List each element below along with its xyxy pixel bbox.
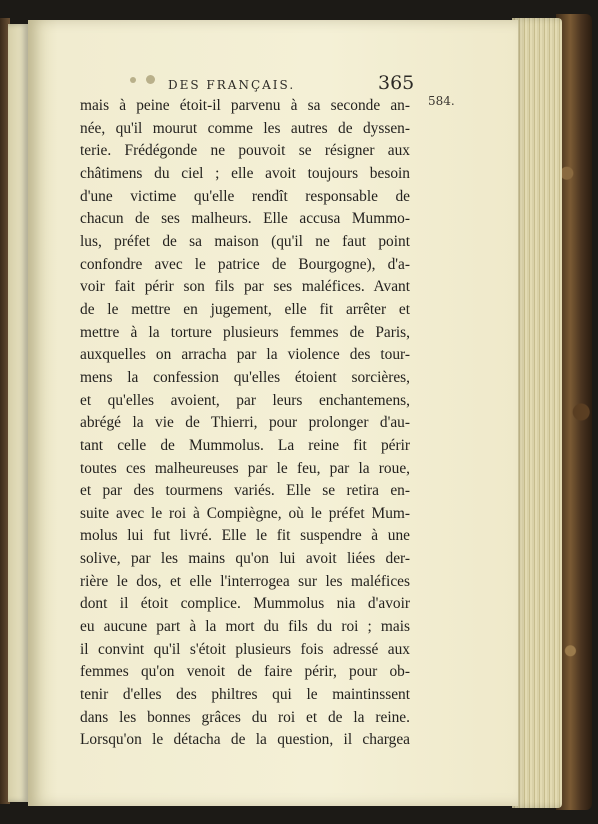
page-block-edge [512,18,562,808]
text-line: lus, préfet de sa maison (qu'il ne faut point [80,232,410,250]
text-line: auxquelles on arracha par la violence des tour- [80,346,410,364]
text-line: châtimens du ciel ; elle avoit toujours besoin [80,164,410,182]
text-line: rière le dos, et elle l'interrogea sur les maléfices [80,572,410,590]
foxing-spots [130,75,170,87]
text-line: tant celle de Mummolus. La reine fit périr [80,436,410,454]
text-line: femmes qu'on venoit de faire périr, pour ob- [80,663,410,681]
text-line: terie. Frédégonde ne pouvoit se résigner aux [80,142,410,160]
text-line: chacun de ses malheurs. Elle accusa Mummo- [80,210,410,228]
text-line: mais à peine étoit-il parvenu à sa seconde an- [80,97,410,114]
text-line: mettre à la torture plusieurs femmes de Paris, [80,323,410,341]
text-line: suite avec le roi à Compiègne, où le préfet Mum- [80,504,410,522]
text-line: et par des tourmens variés. Elle se retira en- [80,482,410,500]
text-line: tenir d'elles des philtres qui le maintinssent [80,686,410,704]
margin-year-note: 584. [428,94,455,108]
text-line: confondre avec le patrice de Bourgogne), d'a- [80,255,410,273]
text-line: dont il étoit complice. Mummolus nia d'avoir [80,595,410,613]
text-line: il convint qu'il s'étoit plusieurs fois adressé aux [80,640,410,658]
text-line: voir fait périr son fils par ses maléfices. Avant [80,278,410,296]
text-line: d'une victime qu'elle rendît responsable de [80,187,410,205]
text-line: toutes ces malheureuses par le feu, par la roue, [80,459,410,477]
text-line: née, qu'il mourut comme les autres de dyssen- [80,119,410,137]
text-line: molus lui fut livré. Elle le fit suspendre à une [80,527,410,545]
text-line: solive, par les mains qu'on lui avoit liées der- [80,550,410,568]
text-line: et qu'elles avoient, par leurs enchantemens, [80,391,410,409]
text-line: Lorsqu'on le détacha de la question, il chargea [80,731,410,749]
text-line: de le mettre en jugement, elle fit arrêter et [80,300,410,318]
running-head: DES FRANÇAIS. [168,78,296,92]
text-line: dans les bonnes grâces du roi et de la reine. [80,708,410,726]
text-line: eu aucune part à la mort du fils du roi ; mais [80,618,410,636]
text-line: abrégé la vie de Thierri, pour prolonger d'au- [80,414,410,432]
facing-page-edge [8,24,28,802]
page-number: 365 [378,72,415,94]
body-text [80,95,410,752]
text-line: mens la confession qu'elles étoient sorcières, [80,368,410,386]
